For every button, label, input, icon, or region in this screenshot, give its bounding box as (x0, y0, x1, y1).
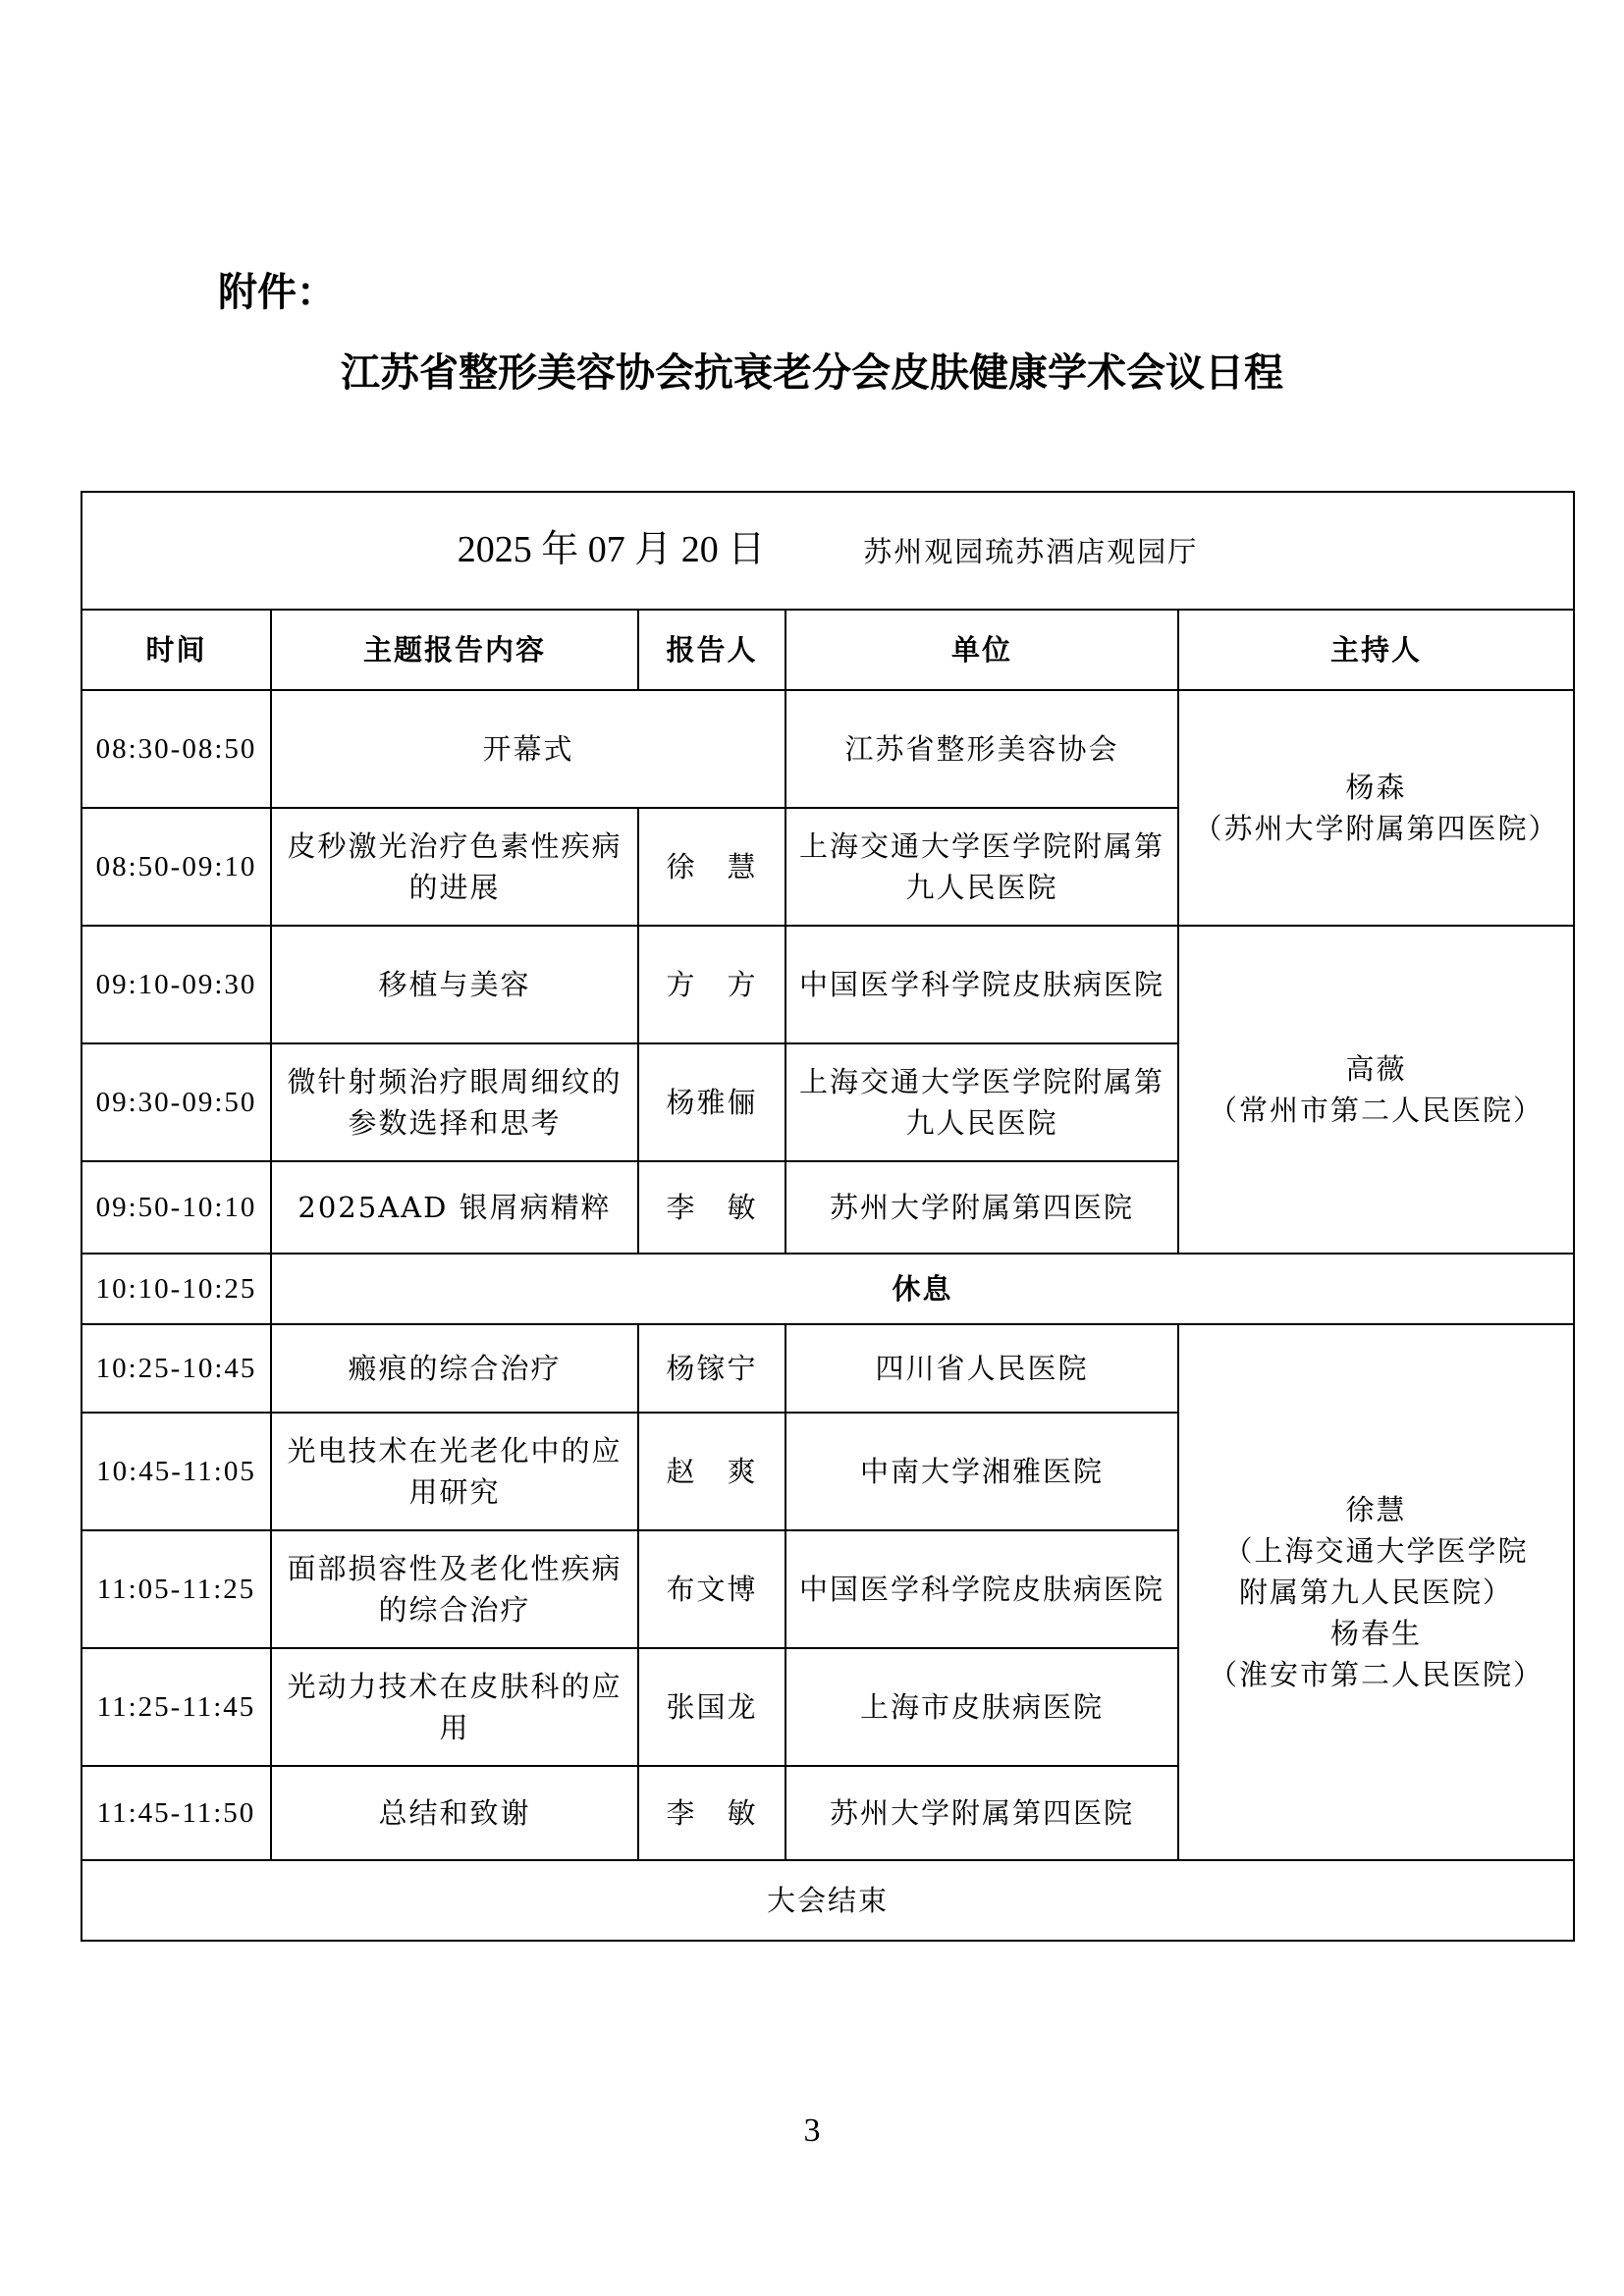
topic-cell: 瘢痕的综合治疗 (271, 1324, 638, 1413)
time-cell: 10:25-10:45 (81, 1324, 271, 1413)
host-affiliation: （常州市第二人民医院） (1209, 1094, 1544, 1127)
time-cell: 08:30-08:50 (81, 690, 271, 808)
time-cell: 10:45-11:05 (81, 1413, 271, 1530)
time-cell: 11:45-11:50 (81, 1766, 271, 1860)
break-row (81, 1254, 1574, 1324)
unit-cell: 上海交通大学医学院附属第九人民医院 (785, 808, 1178, 926)
topic-cell: 面部损容性及老化性疾病的综合治疗 (271, 1530, 638, 1648)
host-cell (1178, 1324, 1574, 1860)
break-cell: 休息 (271, 1254, 1574, 1324)
speaker-cell: 李 敏 (638, 1161, 785, 1254)
table-row (81, 690, 1574, 808)
time-cell: 09:30-09:50 (81, 1043, 271, 1161)
speaker-cell: 杨雅俪 (638, 1043, 785, 1161)
host-cell (1178, 926, 1574, 1254)
topic-cell: 总结和致谢 (271, 1766, 638, 1860)
speaker-cell: 赵 爽 (638, 1413, 785, 1530)
topic-cell: 光电技术在光老化中的应用研究 (271, 1413, 638, 1530)
topic-cell: 光动力技术在皮肤科的应用 (271, 1648, 638, 1766)
time-cell: 10:10-10:25 (81, 1254, 271, 1324)
page-number: 3 (803, 2112, 821, 2149)
unit-cell: 中南大学湘雅医院 (785, 1413, 1178, 1530)
host-affiliation: （淮安市第二人民医院） (1209, 1658, 1544, 1691)
schedule-table (81, 491, 1575, 1942)
topic-cell: 移植与美容 (271, 926, 638, 1043)
topic-cell: 微针射频治疗眼周细纹的参数选择和思考 (271, 1043, 638, 1161)
column-header-topic: 主题报告内容 (271, 610, 638, 690)
time-cell: 09:10-09:30 (81, 926, 271, 1043)
column-header-host: 主持人 (1178, 610, 1574, 690)
host-affiliation: （苏州大学附属第四医院） (1193, 812, 1559, 845)
speaker-cell: 布文博 (638, 1530, 785, 1648)
closing-row (81, 1860, 1574, 1941)
topic-cell: 开幕式 (271, 690, 785, 808)
column-header-unit: 单位 (785, 610, 1178, 690)
header-row (81, 492, 1574, 610)
unit-cell: 中国医学科学院皮肤病医院 (785, 926, 1178, 1043)
unit-cell: 四川省人民医院 (785, 1324, 1178, 1413)
speaker-cell: 杨镓宁 (638, 1324, 785, 1413)
topic-cell: 2025AAD 银屑病精粹 (271, 1161, 638, 1254)
attachment-label: 附件： (218, 269, 336, 315)
host-name: 杨春生 (1330, 1617, 1423, 1650)
speaker-cell: 张国龙 (638, 1648, 785, 1766)
unit-cell: 上海交通大学医学院附属第九人民医院 (785, 1043, 1178, 1161)
speaker-cell: 李 敏 (638, 1766, 785, 1860)
host-name: 高薇 (1345, 1052, 1407, 1086)
date-venue-cell (81, 492, 1574, 610)
unit-cell: 苏州大学附属第四医院 (785, 1161, 1178, 1254)
unit-cell: 上海市皮肤病医院 (785, 1648, 1178, 1766)
column-header-row (81, 610, 1574, 690)
conference-date: 2025 年 07 月 20 日 (457, 529, 766, 570)
column-header-speaker: 报告人 (638, 610, 785, 690)
conference-venue: 苏州观园琉苏酒店观园厅 (863, 535, 1199, 568)
time-cell: 09:50-10:10 (81, 1161, 271, 1254)
unit-cell: 中国医学科学院皮肤病医院 (785, 1530, 1178, 1648)
time-cell: 11:25-11:45 (81, 1648, 271, 1766)
table-row (81, 926, 1574, 1043)
unit-cell: 苏州大学附属第四医院 (785, 1766, 1178, 1860)
speaker-cell: 方 方 (638, 926, 785, 1043)
column-header-time: 时间 (81, 610, 271, 690)
host-cell (1178, 690, 1574, 926)
table-row (81, 1324, 1574, 1413)
speaker-cell: 徐 慧 (638, 808, 785, 926)
topic-cell: 皮秒激光治疗色素性疾病的进展 (271, 808, 638, 926)
unit-cell: 江苏省整形美容协会 (785, 690, 1178, 808)
document-title: 江苏省整形美容协会抗衰老分会皮肤健康学术会议日程 (341, 349, 1283, 396)
closing-cell: 大会结束 (81, 1860, 1574, 1941)
host-name: 徐慧 (1345, 1493, 1407, 1526)
time-cell: 08:50-09:10 (81, 808, 271, 926)
host-affiliation: 附属第九人民医院） (1239, 1575, 1514, 1609)
host-affiliation: （上海交通大学医学院 (1223, 1534, 1529, 1568)
host-name: 杨森 (1345, 771, 1407, 804)
time-cell: 11:05-11:25 (81, 1530, 271, 1648)
